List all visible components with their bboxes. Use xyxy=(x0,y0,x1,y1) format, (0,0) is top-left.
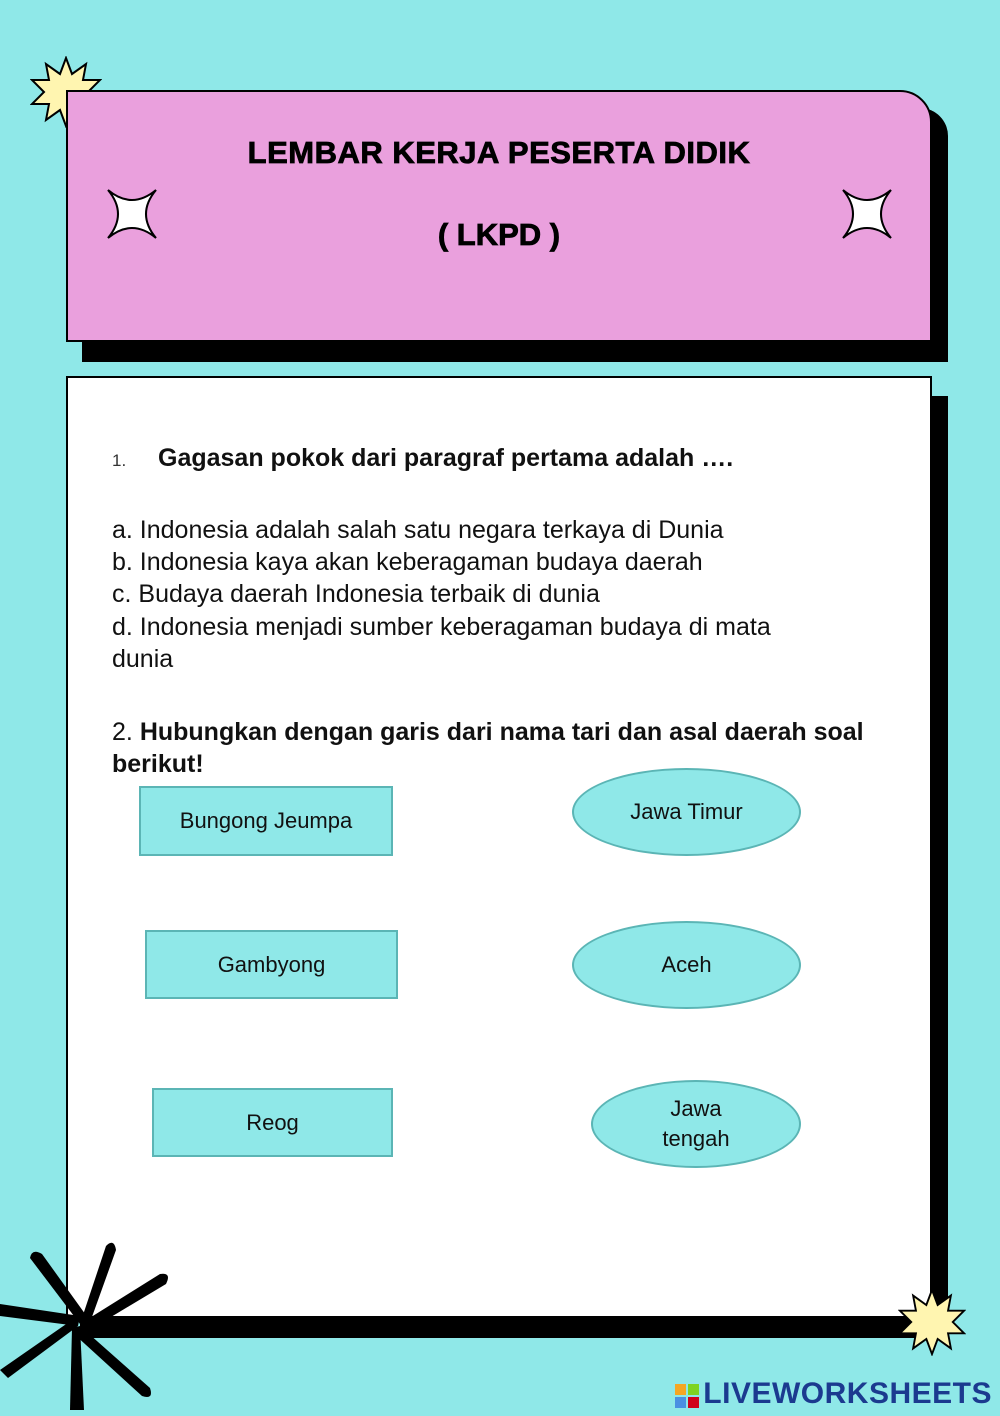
dance-box-reog[interactable]: Reog xyxy=(152,1088,393,1157)
option-a: a. Indonesia adalah salah satu negara terkaya di Dunia xyxy=(112,516,724,544)
region-ellipse-jawa-tengah[interactable]: Jawa tengah xyxy=(591,1080,801,1168)
region-ellipse-jawa-timur[interactable]: Jawa Timur xyxy=(572,768,801,856)
region-ellipse-aceh[interactable]: Aceh xyxy=(572,921,801,1009)
sparkle-icon-left xyxy=(106,188,158,240)
question-2 xyxy=(112,716,882,780)
option-b: b. Indonesia kaya akan keberagaman budaya daerah xyxy=(112,548,703,576)
header-banner xyxy=(66,90,932,342)
starburst-icon-bottom-right xyxy=(898,1288,966,1356)
liveworksheets-logo xyxy=(675,1377,992,1411)
sparkle-icon-right xyxy=(841,188,893,240)
question-1-number: 1. xyxy=(112,451,127,470)
question-1-text: Gagasan pokok dari paragraf pertama adalah …. xyxy=(158,444,734,472)
option-c: c. Budaya daerah Indonesia terbaik di dunia xyxy=(112,580,600,608)
spike-burst-icon-bottom-left xyxy=(0,1238,190,1413)
liveworksheets-logo-text: LIVEWORKSHEETS xyxy=(703,1377,992,1410)
page-title: LEMBAR KERJA PESERTA DIDIK xyxy=(247,135,751,170)
dance-box-bungong-jeumpa[interactable]: Bungong Jeumpa xyxy=(139,786,393,856)
dance-box-gambyong[interactable]: Gambyong xyxy=(145,930,398,999)
question-2-number: 2. xyxy=(112,718,133,746)
liveworksheets-logo-icon xyxy=(675,1382,699,1406)
page-subtitle: ( LKPD ) xyxy=(437,217,561,252)
option-d: d. Indonesia menjadi sumber keberagaman budaya di mata dunia xyxy=(112,613,771,673)
question-2-text: Hubungkan dengan garis dari nama tari dan asal daerah soal berikut! xyxy=(112,718,864,778)
